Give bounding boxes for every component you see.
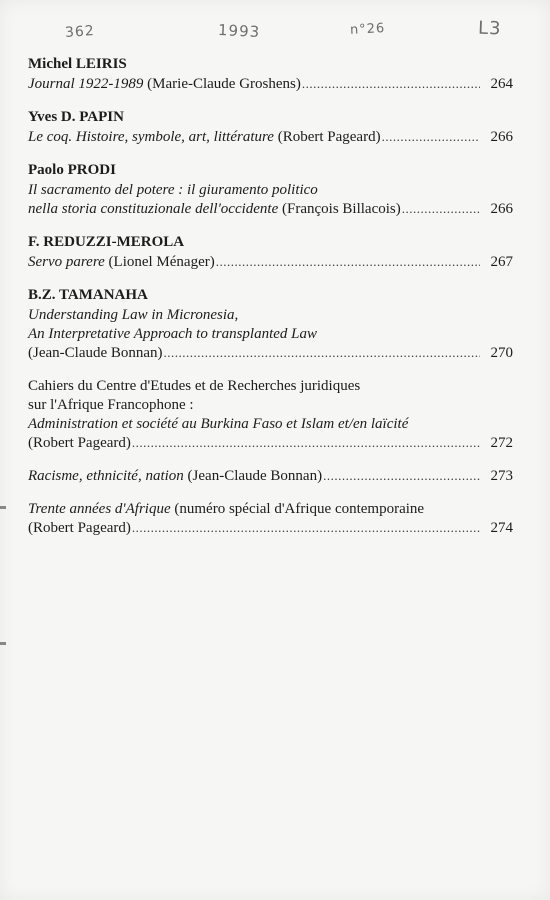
entry-title: Trente années d'Afrique [28,501,171,517]
toc-entry [28,161,513,219]
entry-title-row [28,344,513,363]
entry-title-row [28,200,513,219]
binding-mark [0,506,6,509]
entry-title: nella storia constituzionale dell'occidente [28,201,279,217]
journal-title-line: sur l'Afrique Francophone : [28,397,194,413]
binding-mark [0,642,6,645]
toc-entry [28,286,513,363]
toc-entry [28,108,513,147]
toc-entry-cahiers [28,377,513,453]
leader-dots [132,520,480,536]
journal-issue-title: Administration et société au Burkina Faso et Islam et/en laïcité [28,416,409,432]
entry-title-row [28,128,513,147]
page-number: 272 [490,435,513,451]
entry-title-row [28,434,513,453]
journal-title-line: Cahiers du Centre d'Etudes et de Recherches juridiques [28,378,361,394]
handwritten-note: 362 [64,22,96,42]
entry-reviewer: (Marie-Claude Groshens) [143,76,301,92]
entry-title-line: An Interpretative Approach to transplanted Law [28,326,318,342]
entry-reviewer: (Robert Pageard) [273,129,381,145]
toc-entry-trente [28,500,513,538]
entry-title-line: Il sacramento del potere : il giuramento politico [28,182,318,198]
entry-title: Servo parere [28,254,105,270]
entry-title-row [28,253,513,272]
page-number: 266 [490,129,513,145]
page-number: 267 [490,254,513,270]
entry-title-line: Understanding Law in Micronesia, [28,307,239,323]
entry-reviewer: (Lionel Ménager) [104,254,215,270]
page-number: 273 [490,468,513,484]
toc-entry [28,55,513,94]
entry-reviewer: (François Billacois) [278,201,401,217]
entry-title-row [28,519,513,538]
entry-reviewer: (Jean-Claude Bonnan) [28,345,163,361]
entry-title-line [28,500,513,519]
page-number: 270 [490,345,513,361]
entry-title-row [28,75,513,94]
leader-dots [402,201,480,217]
toc-entry-racisme [28,467,513,486]
handwritten-note: 1993 [217,20,261,42]
entry-author: Michel LEIRIS [28,56,127,72]
leader-dots [302,76,480,92]
leader-dots [382,129,480,145]
entry-reviewer: (Robert Pageard) [28,520,131,536]
handwritten-note: n°26 [349,21,386,38]
toc-entry [28,233,513,272]
entry-author: F. REDUZZI-MEROLA [28,234,185,250]
entry-author: Yves D. PAPIN [28,109,124,125]
leader-dots [164,345,480,361]
entry-title: Racisme, ethnicité, nation [28,468,184,484]
entry-title-row [28,467,513,486]
table-of-contents [28,55,513,552]
leader-dots [323,468,480,484]
entry-author: B.Z. TAMANAHA [28,287,148,303]
entry-title: Le coq. Histoire, symbole, art, littérature [28,129,274,145]
handwritten-notes [0,12,550,52]
leader-dots [132,435,480,451]
entry-title: Journal 1922-1989 [28,76,144,92]
page-number: 274 [490,520,513,536]
entry-author: Paolo PRODI [28,162,116,178]
entry-reviewer: (Robert Pageard) [28,435,131,451]
entry-reviewer: (Jean-Claude Bonnan) [183,468,323,484]
entry-subtitle: (numéro spécial d'Afrique contemporaine [170,501,425,517]
page-number: 266 [490,201,513,217]
leader-dots [216,254,480,270]
page-number: 264 [490,76,513,92]
handwritten-note: L3 [477,17,502,40]
